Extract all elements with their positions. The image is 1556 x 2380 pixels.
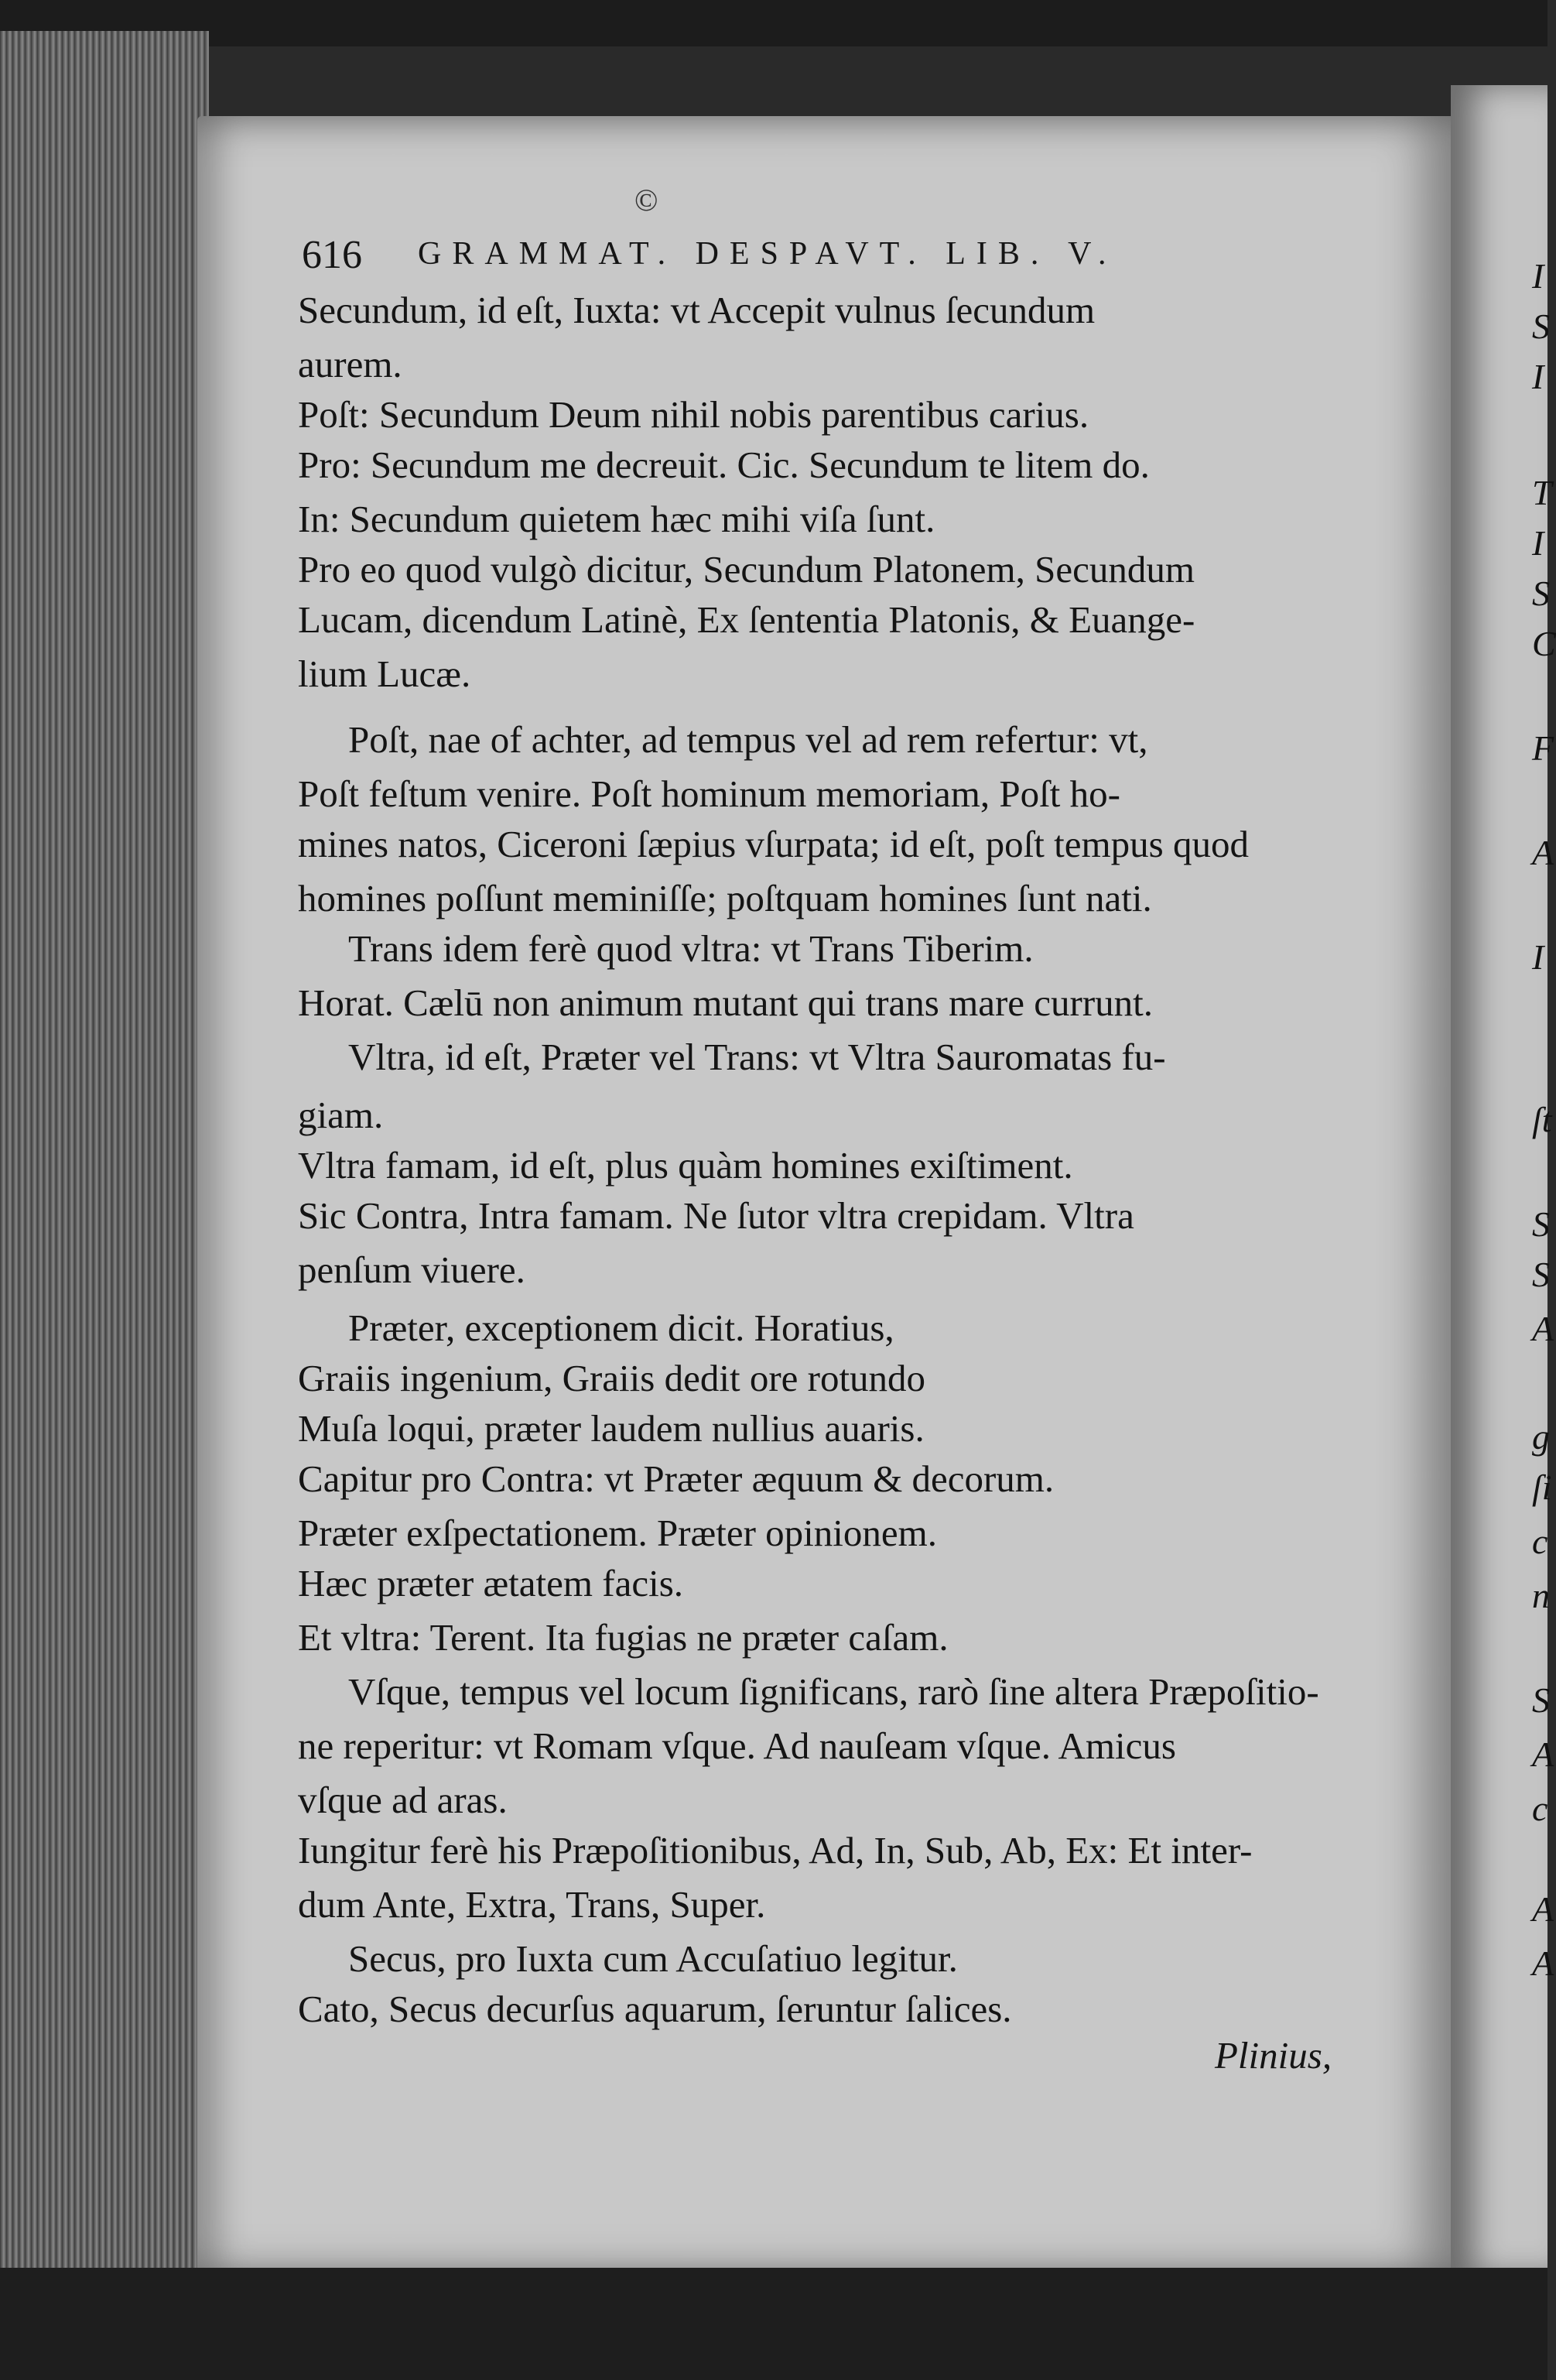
text-line: Horat. Cælū non animum mutant qui trans mare currunt. xyxy=(298,981,1154,1024)
text-line: Poſt, nae of achter, ad tempus vel ad rem refertur: vt, xyxy=(348,718,1148,761)
text-line: Muſa loqui, præter laudem nullius auaris. xyxy=(298,1407,925,1450)
facing-letter: c xyxy=(1532,1789,1548,1828)
text-line: Et vltra: Terent. Ita fugias ne præter caſam. xyxy=(298,1616,949,1659)
top-mark: © xyxy=(634,183,658,217)
text-line: Trans idem ferè quod vltra: vt Trans Tiberim. xyxy=(348,927,1034,970)
text-line: In: Secundum quietem hæc mihi viſa ſunt. xyxy=(298,498,935,540)
text-line: Vſque, tempus vel locum ſignificans, rarò ſine altera Præpoſitio- xyxy=(348,1670,1319,1713)
text-line: mines natos, Ciceroni ſæpius vſurpata; id eſt, poſt tempus quod xyxy=(298,823,1249,865)
text-line: Vltra, id eſt, Præter vel Trans: vt Vltra Sauromatas fu- xyxy=(348,1036,1166,1078)
facing-letter: ſi xyxy=(1532,1467,1552,1507)
facing-letter: c xyxy=(1532,1522,1548,1561)
text-line: Cato, Secus decurſus aquarum, ſeruntur ſalices. xyxy=(298,1988,1012,2030)
text-line: penſum viuere. xyxy=(298,1248,525,1291)
text-line: Secundum, id eſt, Iuxta: vt Accepit vulnus ſecundum xyxy=(298,289,1096,331)
text-line: homines poſſunt meminiſſe; poſtquam homines ſunt nati. xyxy=(298,877,1152,919)
text-line: Pro eo quod vulgò dicitur, Secundum Platonem, Secundum xyxy=(298,548,1195,591)
facing-letter: S xyxy=(1532,574,1550,613)
text-line: lium Lucæ. xyxy=(298,652,471,695)
text-line: vſque ad aras. xyxy=(298,1779,508,1821)
page-block-edge xyxy=(0,31,209,2276)
text-line: Pro: Secundum me decreuit. Cic. Secundum te litem do. xyxy=(298,443,1150,486)
text-line: aurem. xyxy=(298,343,402,385)
text-line: Sic Contra, Intra famam. Ne ſutor vltra crepidam. Vltra xyxy=(298,1194,1134,1237)
facing-letter: I xyxy=(1532,523,1544,563)
text-line: Vltra famam, id eſt, plus quàm homines exiſtiment. xyxy=(298,1144,1073,1187)
facing-letter: C xyxy=(1532,624,1556,663)
facing-letter: A xyxy=(1532,1889,1554,1929)
facing-letter: F xyxy=(1532,728,1554,768)
text-line: Capitur pro Contra: vt Præter æquum & decorum. xyxy=(298,1457,1055,1500)
text-line: ne reperitur: vt Romam vſque. Ad nauſeam vſque. Amicus xyxy=(298,1724,1176,1767)
text-line: Hæc præter ætatem facis. xyxy=(298,1562,684,1604)
facing-letter: A xyxy=(1532,1309,1554,1348)
facing-letter: I xyxy=(1532,937,1544,977)
facing-letter: S xyxy=(1532,1204,1550,1244)
facing-letter: ſt xyxy=(1532,1100,1552,1139)
binding-bottom xyxy=(0,2268,1547,2380)
facing-letter: I xyxy=(1532,256,1544,296)
binding-top xyxy=(0,0,1547,46)
facing-letter: S xyxy=(1532,1255,1550,1294)
text-line: giam. xyxy=(298,1094,384,1136)
page-number: 616 xyxy=(302,233,362,277)
catchword: Plinius, xyxy=(1215,2034,1332,2077)
facing-letter: A xyxy=(1532,833,1554,872)
text-line: Graiis ingenium, Graiis dedit ore rotundo xyxy=(298,1357,926,1399)
facing-letter: T xyxy=(1532,473,1552,512)
text-line: Præter exſpectationem. Præter opinionem. xyxy=(298,1512,938,1554)
text-line: Lucam, dicendum Latinè, Ex ſententia Platonis, & Euange- xyxy=(298,598,1195,641)
text-line: dum Ante, Extra, Trans, Super. xyxy=(298,1883,766,1926)
text-line: Præter, exceptionem dicit. Horatius, xyxy=(348,1306,894,1349)
facing-letter: A xyxy=(1532,1943,1554,1983)
text-line: Poſt feſtum venire. Poſt hominum memoriam, Poſt ho- xyxy=(298,772,1120,815)
text-line: Iungitur ferè his Præpoſitionibus, Ad, In, Sub, Ab, Ex: Et inter- xyxy=(298,1829,1253,1871)
page-header xyxy=(302,232,1331,286)
text-line: Secus, pro Iuxta cum Accuſatiuo legitur. xyxy=(348,1937,958,1980)
facing-letter: S xyxy=(1532,1680,1550,1720)
text-line: Poſt: Secundum Deum nihil nobis parentibus carius. xyxy=(298,393,1089,436)
facing-letter: I xyxy=(1532,357,1544,396)
facing-letter: S xyxy=(1532,306,1550,346)
facing-letter: A xyxy=(1532,1734,1554,1774)
running-title: GRAMMAT. DESPAVT. LIB. V. xyxy=(418,236,1117,272)
facing-letter: g xyxy=(1532,1417,1550,1457)
facing-letter: n xyxy=(1532,1576,1550,1615)
